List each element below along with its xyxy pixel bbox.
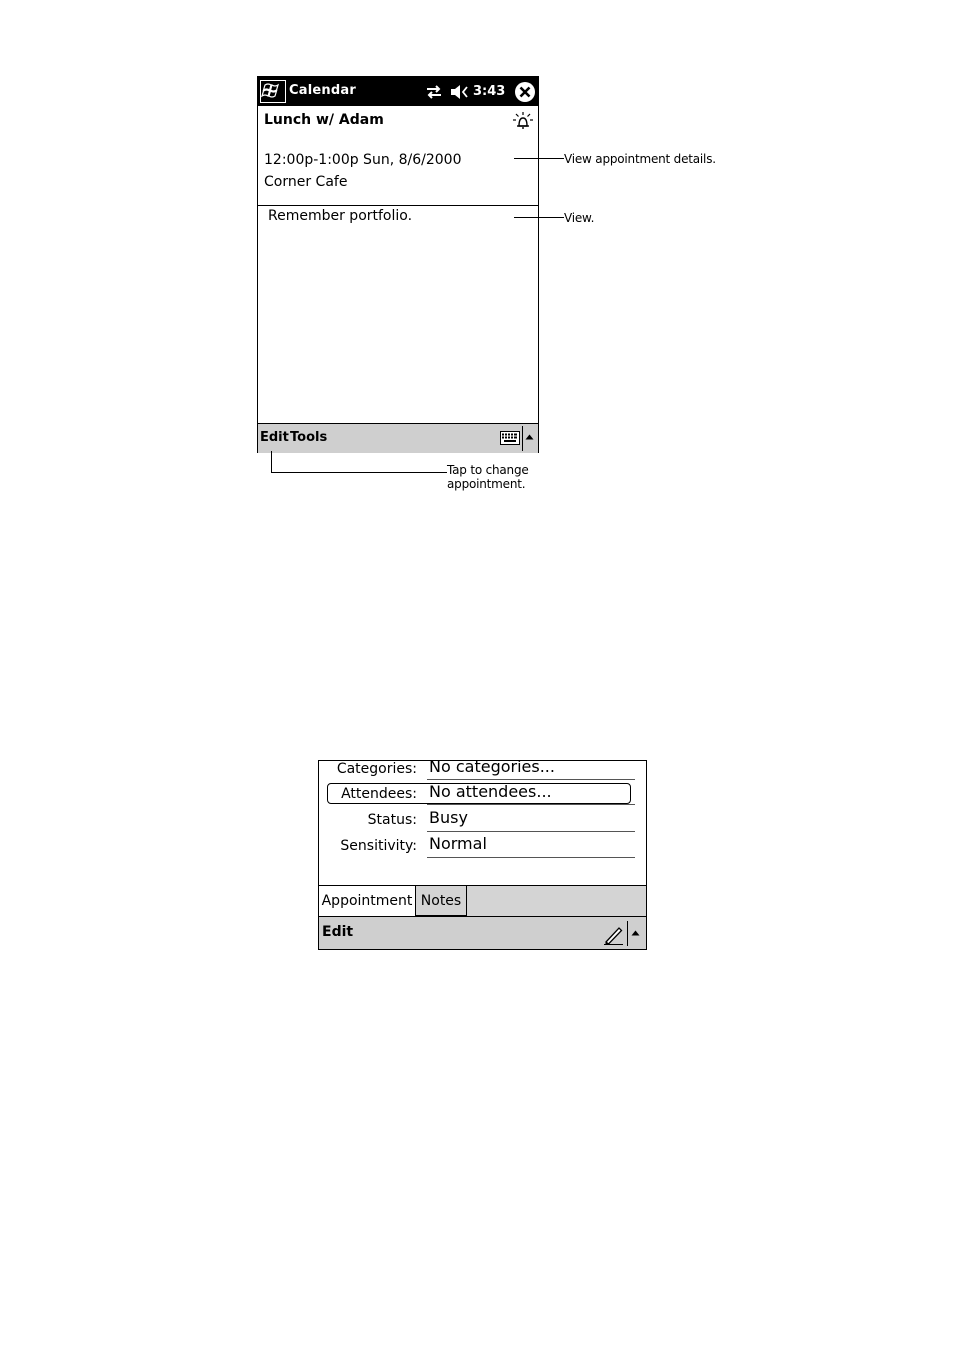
tab-notes[interactable]: Notes [416, 886, 467, 916]
sensitivity-label: Sensitivity: [340, 838, 417, 854]
speaker-muted-icon[interactable] [449, 82, 469, 102]
sip-divider [522, 426, 523, 451]
callout-edit-line2: appointment. [447, 477, 526, 491]
input-panel-arrow-icon[interactable] [525, 433, 534, 441]
title-bar [258, 77, 538, 106]
pen-input-icon[interactable] [603, 923, 625, 945]
callout-edit-line1: Tap to change [447, 463, 529, 477]
callout-line-edit-vertical [271, 451, 272, 472]
input-panel-arrow-icon[interactable] [631, 929, 640, 937]
status-underline [427, 831, 635, 832]
attendees-value[interactable]: No attendees... [429, 782, 552, 801]
reminder-bell-icon [512, 110, 534, 132]
attendees-underline [427, 804, 635, 805]
close-icon[interactable] [514, 81, 536, 103]
callout-line-edit-horizontal [271, 472, 447, 473]
appointment-notes[interactable]: Remember portfolio. [268, 208, 413, 224]
tools-menu[interactable]: Tools [290, 430, 328, 445]
keyboard-icon[interactable] [500, 431, 520, 445]
callout-line-details [514, 158, 564, 159]
calendar-appointment-summary-screen [257, 76, 539, 453]
categories-value[interactable]: No categories... [429, 760, 555, 776]
details-divider [258, 205, 538, 206]
attendees-label: Attendees: [341, 786, 417, 802]
sensitivity-underline [427, 857, 635, 858]
callout-line-notes [514, 217, 564, 218]
edit-menu[interactable]: Edit [322, 924, 354, 940]
connectivity-icon[interactable] [424, 82, 444, 102]
status-value[interactable]: Busy [429, 808, 468, 827]
appointment-date-time[interactable]: 12:00p-1:00p Sun, 8/6/2000 [264, 152, 462, 168]
app-title: Calendar [289, 83, 356, 98]
categories-underline [427, 779, 635, 780]
windows-start-icon[interactable] [260, 80, 286, 103]
menu-bar [319, 916, 646, 950]
sip-divider [627, 921, 628, 946]
callout-notes: View. [564, 211, 595, 225]
edit-menu[interactable]: Edit [260, 430, 289, 445]
status-label: Status: [367, 812, 417, 828]
callout-details: View appointment details. [564, 152, 716, 166]
menu-bar [258, 423, 538, 453]
tab-appointment[interactable]: Appointment [319, 886, 416, 916]
categories-label: Categories: [336, 761, 417, 777]
sensitivity-value[interactable]: Normal [429, 834, 487, 853]
appointment-title[interactable]: Lunch w/ Adam [264, 112, 384, 128]
appointment-edit-screen [318, 760, 647, 950]
tab-strip [319, 885, 646, 916]
appointment-location[interactable]: Corner Cafe [264, 174, 348, 190]
clock[interactable]: 3:43 [473, 84, 506, 99]
